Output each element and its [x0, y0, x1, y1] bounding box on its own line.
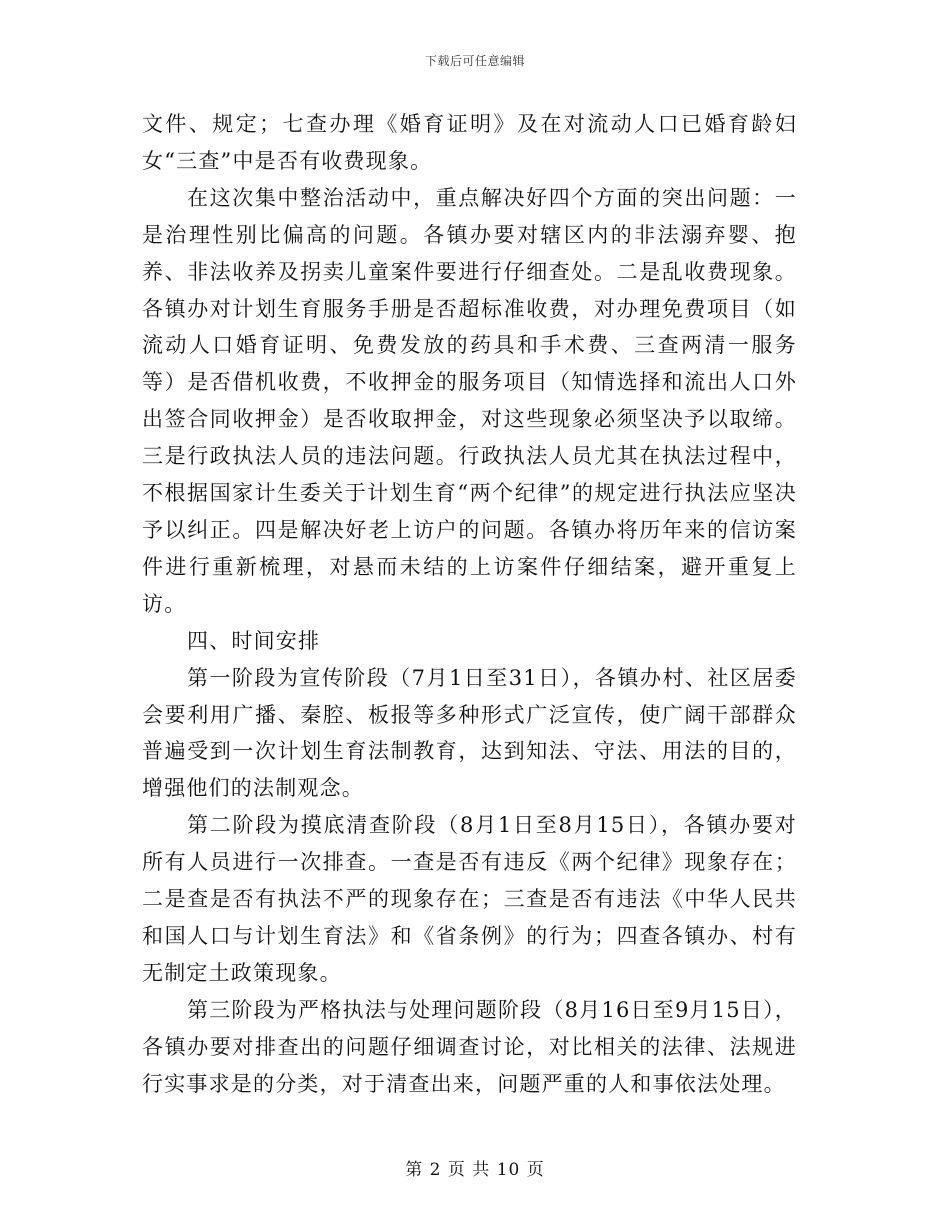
section-heading-time-schedule: 四、时间安排	[187, 628, 321, 653]
page-header: 下载后可任意编辑	[424, 54, 525, 68]
paragraph-2: 在这次集中整治活动中，重点解决好四个方面的突出问题：一是治理性别比偏高的问题。各镇办要对辖区内的非法溺弃婴、抱养、非法收养及拐卖儿童案件要进行仔细查处。二是乱收费现象。各镇办对计划生育服务手册是否超标准收费，对办理免费项目（如流动人口婚育证明、免费发放的药具和手术费、三查两清一服务等）是否借机收费，不收押金的服务项目（知情选择和流出人口外出签合同收押金）是否收取押金，对这些现象必须坚决予以取缔。三是行政执法人员的违法问题。行政执法人员尤其在执法过程中，不根据国家计生委关于计划生育“两个纪律”的规定进行执法应坚决予以纠正。四是解决好老上访户的问题。各镇办将历年来的信访案件进行重新梳理，对悬而未结的上访案件仔细结案，避开重复上访。	[142, 185, 797, 616]
page-number-footer: 第 2 页 共 10 页	[405, 1160, 545, 1180]
paragraph-stage-3: 第三阶段为严格执法与处理问题阶段（8月16日至9月15日），各镇办要对排查出的问题仔细调查讨论，对比相关的法律、法规进行实事求是的分类，对于清查出来，问题严重的人和事依法处理。	[142, 997, 797, 1096]
paragraph-stage-2: 第二阶段为摸底清查阶段（8月1日至8月15日），各镇办要对所有人员进行一次排查。一查是否有违反《两个纪律》现象存在；二是查是否有执法不严的现象存在；三查是否有违法《中华人民共和国人口与计划生育法》和《省条例》的行为；四查各镇办、村有无制定土政策现象。	[142, 813, 797, 985]
document-body	[142, 106, 797, 1102]
paragraph-stage-1: 第一阶段为宣传阶段（7月1日至31日），各镇办村、社区居委会要利用广播、秦腔、板报等多种形式广泛宣传，使广阔干部群众普遍受到一次计划生育法制教育，达到知法、守法、用法的目的，增强他们的法制观念。	[142, 665, 797, 801]
paragraph-1: 文件、规定；七查办理《婚育证明》及在对流动人口已婚育龄妇女“三查”中是否有收费现象。	[142, 112, 797, 173]
